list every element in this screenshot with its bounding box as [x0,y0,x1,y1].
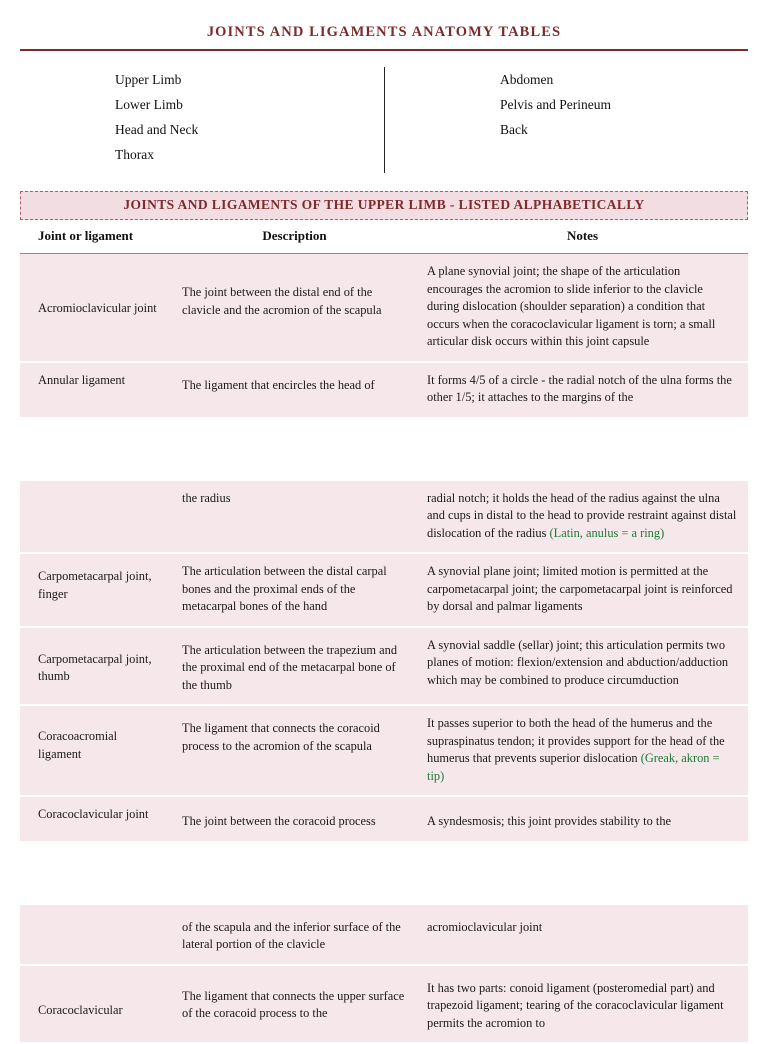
table-row [20,705,748,796]
etymology-text: (Latin, anulus = a ring) [549,525,665,540]
notes-text: It passes superior to both the head of the humerus and the supraspinatus tendon; it provides support for the head of the humerus that prevents superior dislocation [427,716,725,765]
nav-item-back[interactable]: Back [500,122,528,137]
region-navigation [20,67,748,173]
cell-description: The joint between the coracoid process [172,796,417,842]
table-row [20,796,748,842]
cell-notes [417,254,748,362]
notes-text: A synovial saddle (sellar) joint; this articulation permits two planes of motion: flexion/extension and abduction/adduction which may be combined to produce circumduction [427,637,729,687]
nav-column-left [20,67,384,173]
cell-joint-name: Carpometacarpal joint, thumb [20,627,172,706]
spacer-cell [417,842,748,905]
nav-item-upper-limb[interactable]: Upper Limb [115,72,182,87]
nav-column-right [384,67,748,173]
cell-notes [417,705,748,796]
nav-item-pelvis-and-perineum[interactable]: Pelvis and Perineum [500,97,611,112]
cell-notes [417,796,748,842]
etymology-text: (Greak, akron = tip) [427,751,720,783]
anatomy-table [20,220,748,1044]
cell-description: The joint between the distal end of the clavicle and the acromion of the scapula [172,254,417,362]
notes-text: A plane synovial joint; the shape of the articulation encourages the acromion to slide inferior to the clavicle during dislocation (shoulder separation) a condition that occurs when the coracoclavicular ligament is torn; a small articular disk occurs within this joint capsule [427,264,716,348]
cell-notes [417,553,748,627]
spacer-cell [20,842,172,905]
notes-text: acromioclavicular joint [427,919,543,934]
page-break-spacer [20,418,748,481]
cell-notes [417,905,748,965]
column-header-notes: Notes [417,220,748,254]
nav-item-head-and-neck[interactable]: Head and Neck [115,122,199,137]
cell-description: the radius [172,481,417,554]
notes-text: A synovial plane joint; limited motion is permitted at the carpometacarpal joint; the carpometacarpal joint is reinforced by dorsal and palmar ligaments [427,564,733,613]
cell-notes [417,362,748,418]
spacer-cell [20,418,172,481]
column-header-joint-or-ligament: Joint or ligament [20,220,172,254]
cell-joint-name [20,905,172,965]
cell-description: The ligament that connects the upper surface of the coracoid process to the [172,965,417,1044]
section-banner: JOINTS AND LIGAMENTS OF THE UPPER LIMB - LISTED ALPHABETICALLY [20,191,748,220]
column-header-description: Description [172,220,417,254]
notes-text: It has two parts: conoid ligament (posteromedial part) and trapezoid ligament; tearing of the coracoclavicular ligament permits the acromion to [427,980,724,1030]
nav-item-abdomen[interactable]: Abdomen [500,72,554,87]
notes-text: A syndesmosis; this joint provides stability to the [427,814,672,828]
cell-notes [417,481,748,554]
page-break-spacer [20,842,748,905]
cell-joint-name: Acromioclavicular joint [20,254,172,362]
cell-joint-name: Coracoclavicular [20,965,172,1044]
cell-joint-name: Annular ligament [20,362,172,418]
cell-joint-name: Coracoclavicular joint [20,796,172,842]
spacer-cell [172,418,417,481]
table-row [20,362,748,418]
cell-description: The ligament that connects the coracoid process to the acromion of the scapula [172,705,417,796]
cell-description: of the scapula and the inferior surface of the lateral portion of the clavicle [172,905,417,965]
notes-text: It forms 4/5 of a circle - the radial notch of the ulna forms the other 1/5; it attaches to the margins of the [427,372,732,404]
title-divider [20,49,748,51]
table-row [20,965,748,1044]
cell-joint-name: Carpometacarpal joint, finger [20,553,172,627]
cell-notes [417,627,748,706]
nav-item-thorax[interactable]: Thorax [115,147,154,162]
spacer-cell [417,418,748,481]
cell-joint-name [20,481,172,554]
table-row [20,627,748,706]
table-header-row [20,220,748,254]
cell-description: The ligament that encircles the head of [172,362,417,418]
page-title: JOINTS AND LIGAMENTS ANATOMY TABLES [206,24,562,40]
nav-item-lower-limb[interactable]: Lower Limb [115,97,183,112]
cell-description: The articulation between the trapezium and the proximal end of the metacarpal bone of the thumb [172,627,417,706]
cell-description: The articulation between the distal carpal bones and the proximal ends of the metacarpal bones of the hand [172,553,417,627]
table-row [20,553,748,627]
table-row [20,481,748,554]
spacer-cell [172,842,417,905]
cell-joint-name: Coracoacromial ligament [20,705,172,796]
notes-text: radial notch; it holds the head of the radius against the ulna and cups in distal to the head to provide restraint against distal dislocation of the radius [427,490,737,540]
cell-notes [417,965,748,1044]
table-row [20,905,748,965]
table-row [20,254,748,362]
